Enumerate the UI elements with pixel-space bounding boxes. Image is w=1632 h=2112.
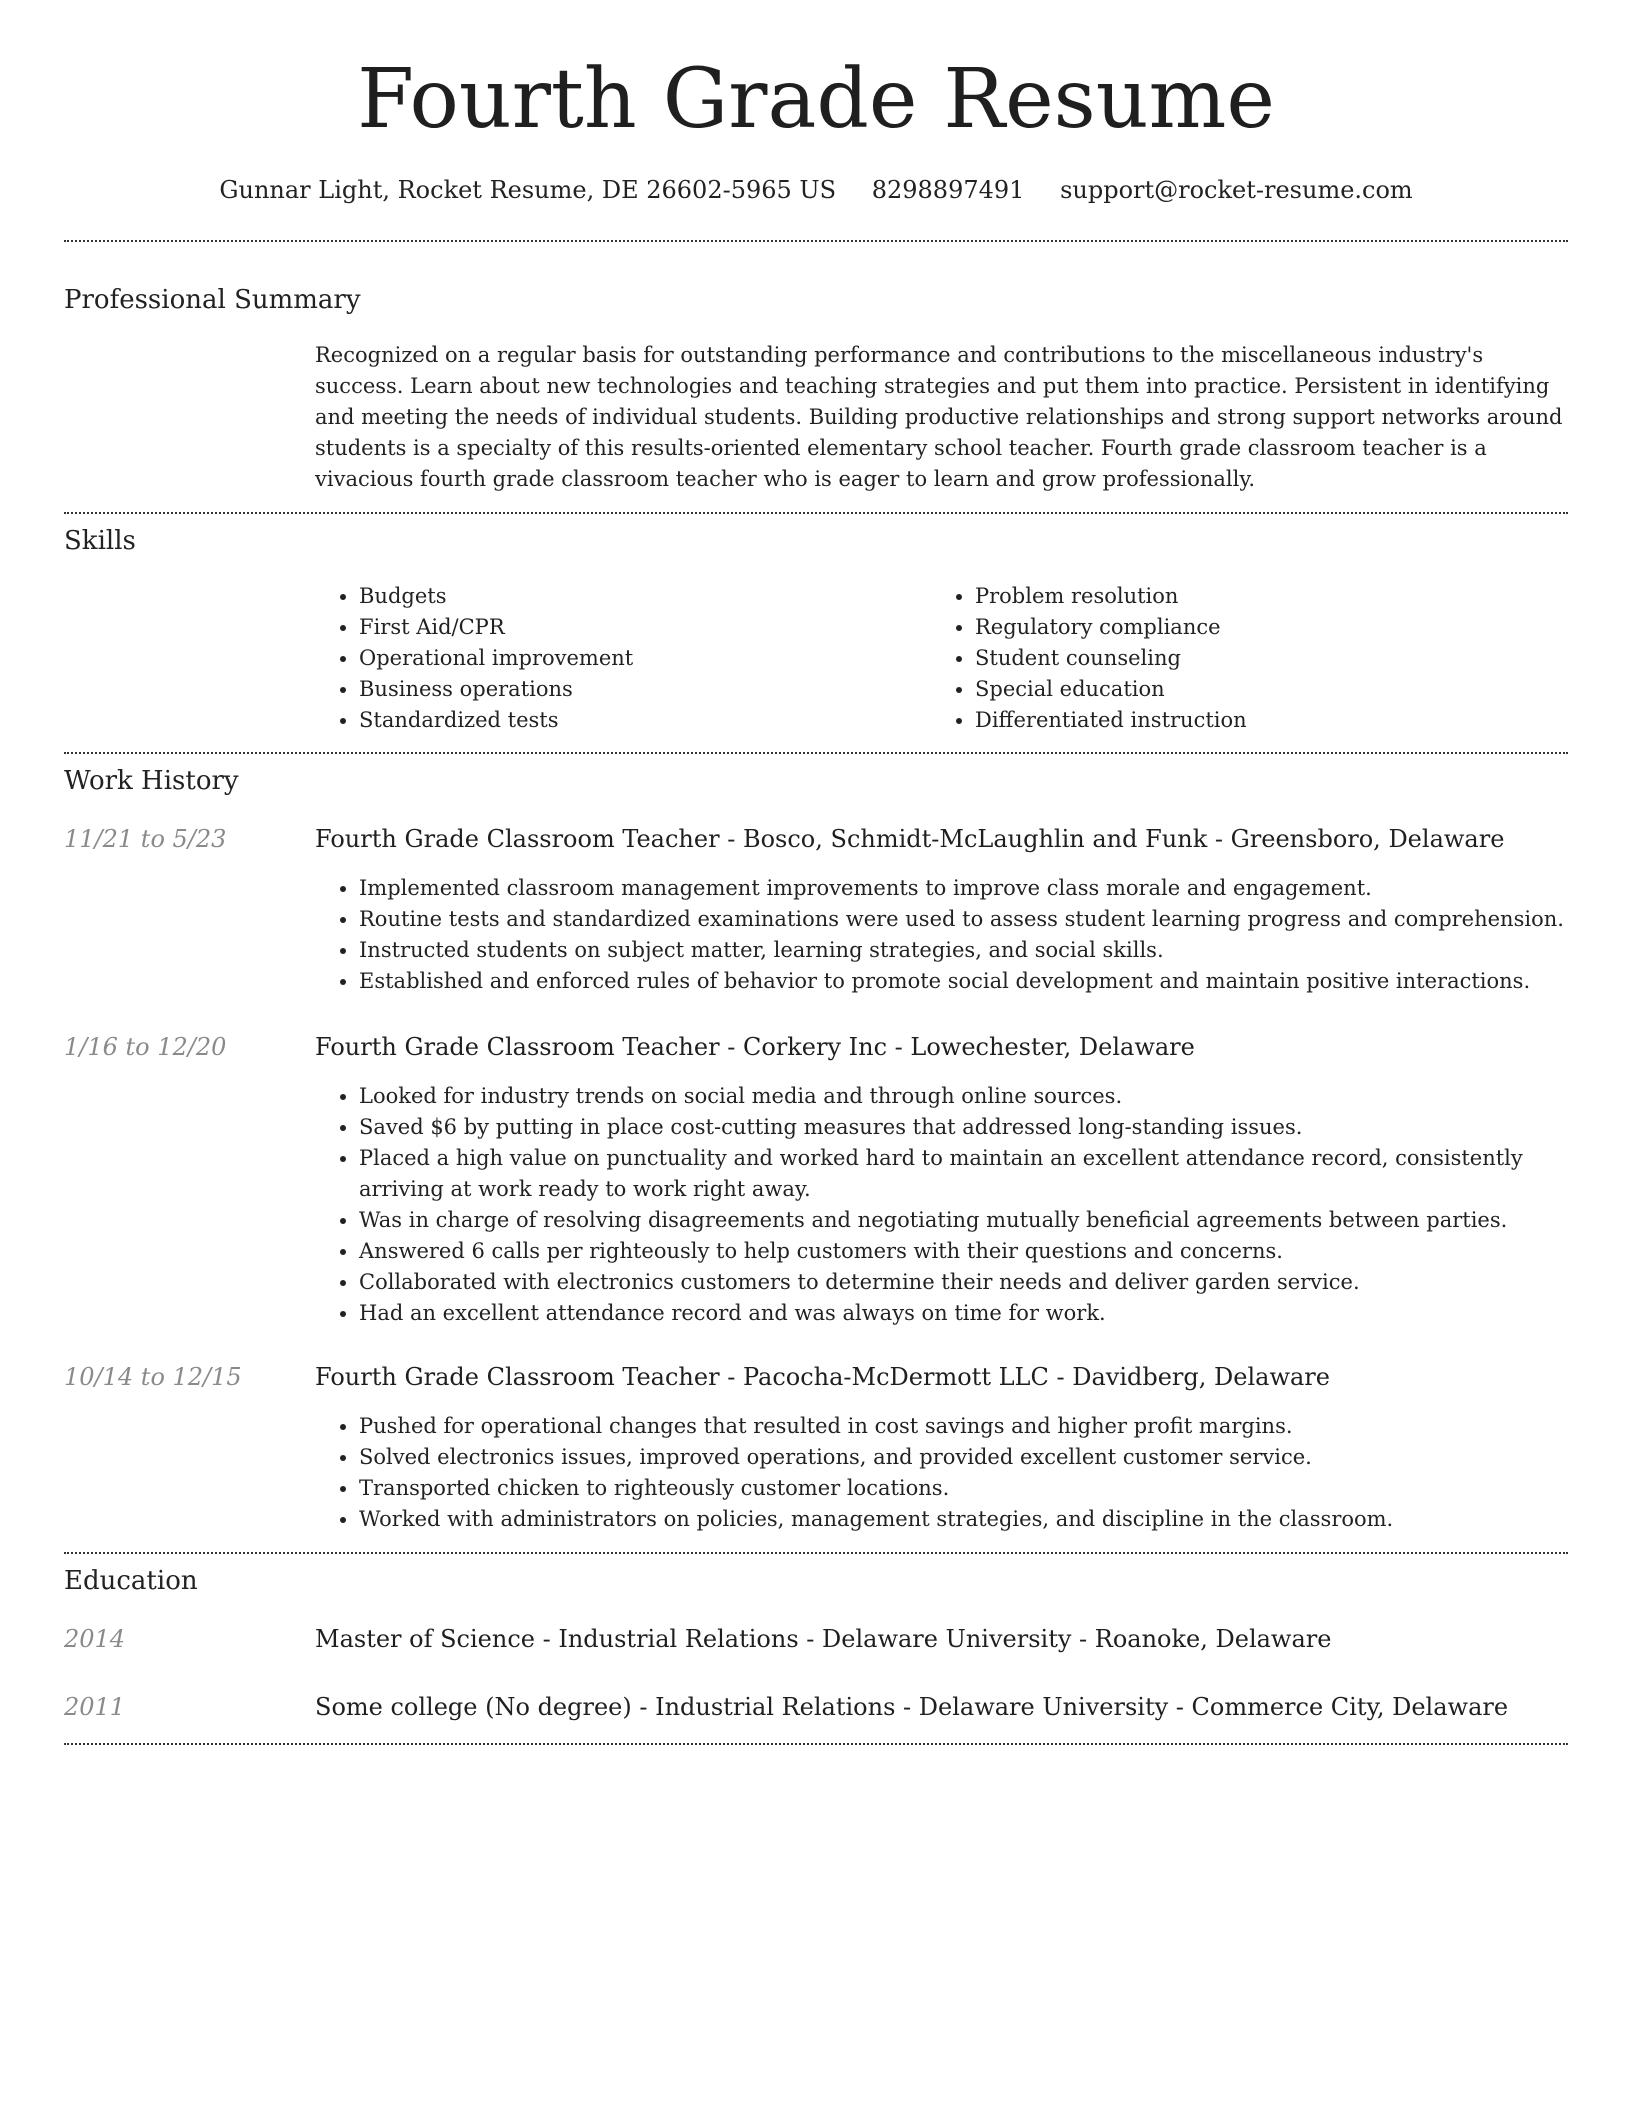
contact-address: Gunnar Light, Rocket Resume, DE 26602-5965 US <box>219 176 837 204</box>
list-item: • Solved electronics issues, improved operations, and provided excellent customer service. <box>359 1442 1568 1473</box>
separator: - <box>534 1625 559 1653</box>
list-item: • Had an excellent attendance record and was always on time for work. <box>359 1298 1568 1329</box>
job-dates: 1/16 to 12/20 <box>64 1033 227 1061</box>
divider <box>64 512 1568 514</box>
summary-heading: Professional Summary <box>64 285 361 315</box>
list-item: • Routine tests and standardized examinations were used to assess student learning progress and comprehension. <box>359 904 1568 935</box>
skills-list-left <box>315 581 919 736</box>
skill-item: • Operational improvement <box>359 643 919 674</box>
education-school: Delaware University <box>918 1693 1169 1721</box>
separator: - <box>719 1363 743 1391</box>
list-item: • Looked for industry trends on social media and through online sources. <box>359 1081 1568 1112</box>
separator: - <box>631 1693 656 1721</box>
job-location: Davidberg, Delaware <box>1072 1363 1330 1391</box>
job-company: Corkery Inc <box>742 1033 888 1061</box>
education-school: Delaware University <box>822 1625 1072 1653</box>
job-location: Lowechester, Delaware <box>910 1033 1195 1061</box>
skill-item: • Differentiated instruction <box>975 705 1535 736</box>
skill-item: • Business operations <box>359 674 919 705</box>
education-field: Industrial Relations <box>558 1625 799 1653</box>
separator: - <box>1207 825 1231 853</box>
list-item: • Saved $6 by putting in place cost-cutting measures that addressed long-standing issues. <box>359 1112 1568 1143</box>
separator: - <box>887 1033 911 1061</box>
education-location: Roanoke, Delaware <box>1094 1625 1332 1653</box>
resume-title: Fourth Grade Resume <box>357 52 1275 147</box>
job-company: Bosco, Schmidt-McLaughlin and Funk <box>742 825 1208 853</box>
skill-item: • Special education <box>975 674 1535 705</box>
contact-phone: 8298897491 <box>871 176 1025 204</box>
education-field: Industrial Relations <box>655 1693 896 1721</box>
list-item: • Worked with administrators on policies, management strategies, and discipline in the classroom. <box>359 1504 1568 1535</box>
separator: - <box>719 1033 743 1061</box>
skill-item: • First Aid/CPR <box>359 612 919 643</box>
job-dates: 10/14 to 12/15 <box>64 1363 242 1391</box>
separator: - <box>1071 1625 1095 1653</box>
education-year: 2014 <box>64 1625 126 1653</box>
education-year: 2011 <box>64 1693 126 1721</box>
separator: - <box>719 825 743 853</box>
education-degree: Some college (No degree) <box>315 1693 632 1721</box>
job-title: Fourth Grade Classroom Teacher <box>315 825 720 853</box>
skills-heading: Skills <box>64 526 136 556</box>
skill-item: • Regulatory compliance <box>975 612 1535 643</box>
divider <box>64 240 1568 242</box>
skill-item: • Problem resolution <box>975 581 1535 612</box>
summary-text: Recognized on a regular basis for outstanding performance and contributions to the miscellaneous industry's success. Learn about new technologies and teaching strategies and put them into practice. Persistent in identifying and meeting the needs of individual students. Building productive relationships and strong support networks around students is a specialty of this results-oriented elementary school teacher. Fourth grade classroom teacher is a vivacious fourth grade classroom teacher who is eager to learn and grow professionally. <box>315 343 1563 491</box>
list-item: • Transported chicken to righteously customer locations. <box>359 1473 1568 1504</box>
list-item: • Placed a high value on punctuality and worked hard to maintain an excellent attendance record, consistently arriving at work ready to work right away. <box>359 1143 1568 1205</box>
separator: - <box>798 1625 823 1653</box>
divider <box>64 1743 1568 1745</box>
separator: - <box>1168 1693 1192 1721</box>
education-entry <box>315 1623 1568 1655</box>
job-bullets <box>315 873 1568 997</box>
job-title: Fourth Grade Classroom Teacher <box>315 1363 720 1391</box>
contact-email: support@rocket-resume.com <box>1060 176 1413 204</box>
job-title: Fourth Grade Classroom Teacher <box>315 1033 720 1061</box>
skill-item: • Student counseling <box>975 643 1535 674</box>
education-entry <box>315 1691 1568 1723</box>
work-heading: Work History <box>64 766 239 796</box>
job-location: Greensboro, Delaware <box>1230 825 1505 853</box>
job-bullets <box>315 1081 1568 1329</box>
job-bullets <box>315 1411 1568 1535</box>
education-location: Commerce City, Delaware <box>1191 1693 1509 1721</box>
divider <box>64 1552 1568 1554</box>
education-heading: Education <box>64 1566 198 1596</box>
job-heading <box>315 823 1568 855</box>
list-item: • Instructed students on subject matter, learning strategies, and social skills. <box>359 935 1568 966</box>
separator: - <box>1048 1363 1073 1391</box>
separator: - <box>895 1693 919 1721</box>
divider <box>64 752 1568 754</box>
education-degree: Master of Science <box>315 1625 535 1653</box>
list-item: • Was in charge of resolving disagreements and negotiating mutually beneficial agreements between parties. <box>359 1205 1568 1236</box>
list-item: • Pushed for operational changes that resulted in cost savings and higher profit margins. <box>359 1411 1568 1442</box>
skills-list-right <box>931 581 1535 736</box>
job-heading <box>315 1361 1568 1393</box>
list-item: • Established and enforced rules of behavior to promote social development and maintain positive interactions. <box>359 966 1568 997</box>
list-item: • Answered 6 calls per righteously to help customers with their questions and concerns. <box>359 1236 1568 1267</box>
job-heading <box>315 1031 1568 1063</box>
job-dates: 11/21 to 5/23 <box>64 825 227 853</box>
contact-line <box>0 170 1632 210</box>
skill-item: • Budgets <box>359 581 919 612</box>
list-item: • Collaborated with electronics customers to determine their needs and deliver garden service. <box>359 1267 1568 1298</box>
list-item: • Implemented classroom management improvements to improve class morale and engagement. <box>359 873 1568 904</box>
job-company: Pacocha-McDermott LLC <box>742 1363 1049 1391</box>
skill-item: • Standardized tests <box>359 705 919 736</box>
